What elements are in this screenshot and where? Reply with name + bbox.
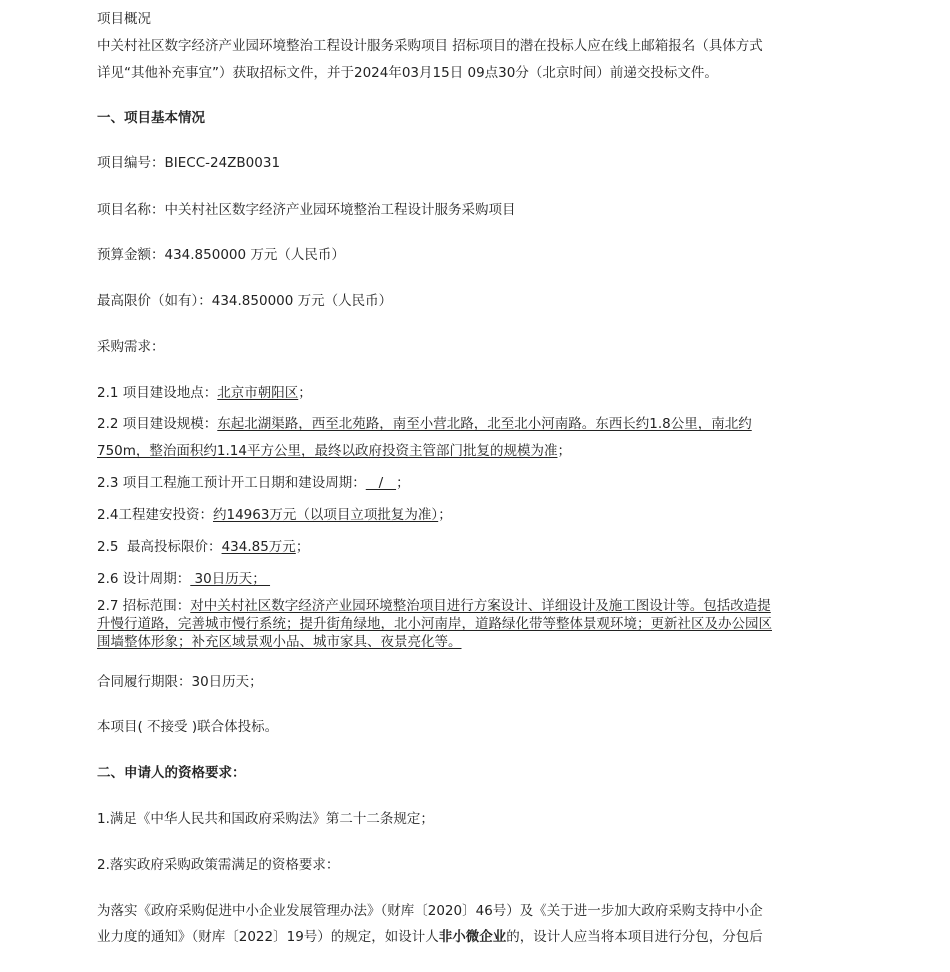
- item-2-6-value: 30日历天；: [190, 571, 271, 587]
- item-2-2: [97, 414, 752, 434]
- policy-paragraph-line-2-end: 的，设计人应当将本项目进行分包，分包后: [506, 929, 763, 945]
- item-2-4: [97, 505, 452, 525]
- non-small-micro-enterprise: 非小微企业: [438, 929, 507, 945]
- item-2-5-value: 434.85万元: [221, 539, 296, 555]
- item-2-7: [97, 596, 771, 616]
- consortium-bidding: 本项目( 不接受 )联合体投标。: [97, 719, 279, 735]
- procurement-requirements-label: 采购需求：: [97, 339, 165, 355]
- requirement-2: 2.落实政府采购政策需满足的资格要求：: [97, 857, 340, 873]
- item-2-6: [97, 569, 270, 589]
- budget-amount: 预算金额：434.850000 万元（人民币）: [97, 247, 345, 263]
- contract-period: 合同履行期限：30日历天；: [97, 674, 263, 690]
- item-2-5: [97, 537, 309, 557]
- item-2-1: [97, 383, 312, 403]
- item-2-2-end: ；: [557, 443, 571, 459]
- item-2-2-label: 2.2 项目建设规模：: [97, 416, 218, 432]
- policy-paragraph-line-1: 为落实《政府采购促进中小企业发展管理办法》（财库〔2020〕46号）及《关于进一步加大政府采购支持中小企: [97, 903, 763, 919]
- item-2-5-label: 2.5 最高投标限价：: [97, 539, 222, 555]
- item-2-4-end: ；: [438, 507, 452, 523]
- project-name: 项目名称：中关村社区数字经济产业园环境整治工程设计服务采购项目: [97, 202, 516, 218]
- overview-title: 项目概况: [97, 11, 151, 27]
- section-2-heading: 二、申请人的资格要求：: [97, 765, 246, 781]
- item-2-7-cont-1: [97, 614, 772, 634]
- policy-paragraph-line-2: [97, 927, 763, 947]
- item-2-3-label: 2.3 项目工程施工预计开工日期和建设周期：: [97, 475, 366, 491]
- item-2-3-value: /: [365, 475, 397, 491]
- item-2-1-label: 2.1 项目建设地点：: [97, 385, 218, 401]
- requirement-1: 1.满足《中华人民共和国政府采购法》第二十二条规定；: [97, 811, 434, 827]
- item-2-3: [97, 473, 410, 493]
- section-1-heading: 一、项目基本情况: [97, 110, 205, 126]
- item-2-4-label: 2.4工程建安投资：: [97, 507, 213, 523]
- item-2-3-end: ；: [396, 475, 410, 491]
- policy-paragraph-line-2-start: 业力度的通知》（财库〔2022〕19号）的规定，如设计人: [97, 929, 439, 945]
- item-2-6-label: 2.6 设计周期：: [97, 571, 191, 587]
- overview-line-2: 详见“其他补充事宜”）获取招标文件，并于2024年03月15日 09点30分（北京时间）前递交投标文件。: [97, 65, 718, 81]
- item-2-4-value: 约14963万元（以项目立项批复为准）: [212, 507, 439, 523]
- item-2-7-value-line-1: 对中关村社区数字经济产业园环境整治项目进行方案设计、详细设计及施工图设计等。包括改造提: [190, 598, 771, 614]
- item-2-2-value-line-2: 750m，整治面积约1.14平方公里，最终以政府投资主管部门批复的规模为准: [97, 443, 558, 459]
- max-price: 最高限价（如有）：434.850000 万元（人民币）: [97, 293, 393, 309]
- item-2-7-label: 2.7 招标范围：: [97, 598, 191, 614]
- item-2-2-cont: [97, 441, 571, 461]
- item-2-2-value-line-1: 东起北湖渠路，西至北苑路，南至小营北路，北至北小河南路。东西长约1.8公里，南北约: [217, 416, 752, 432]
- item-2-1-end: ；: [298, 385, 312, 401]
- item-2-7-value-line-2: 升慢行道路，完善城市慢行系统；提升街角绿地，北小河南岸，道路绿化带等整体景观环境；更新社区及办公园区: [97, 616, 772, 632]
- item-2-1-value: 北京市朝阳区: [217, 385, 299, 401]
- item-2-5-end: ；: [295, 539, 310, 555]
- item-2-7-cont-2: [97, 632, 462, 652]
- project-number: 项目编号：BIECC-24ZB0031: [97, 155, 281, 171]
- item-2-7-value-line-3: 围墙整体形象；补充区域景观小品、城市家具、夜景亮化等。: [97, 634, 462, 650]
- overview-line-1: 中关村社区数字经济产业园环境整治工程设计服务采购项目 招标项目的潜在投标人应在线上邮箱报名（具体方式: [97, 38, 763, 54]
